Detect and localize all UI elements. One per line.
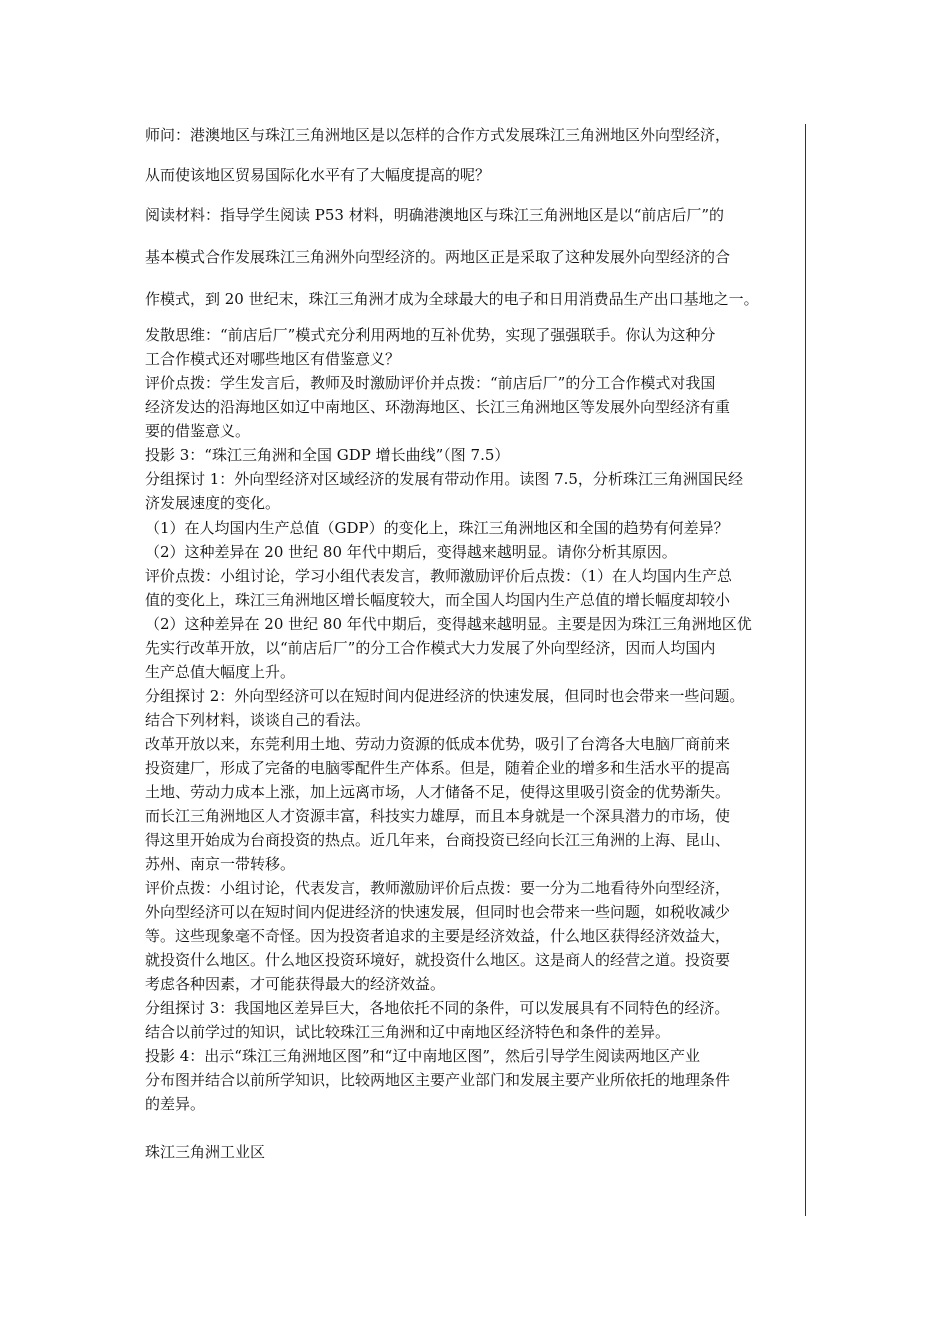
- text-line: 分组探讨 1：外向型经济对区域经济的发展有带动作用。读图 7.5，分析珠江三角洲国民经: [145, 470, 743, 488]
- text-line: 的差异。: [145, 1095, 206, 1113]
- text-line: 基本模式合作发展珠江三角洲外向型经济的。两地区正是采取了这种发展外向型经济的合: [145, 248, 731, 266]
- text-line: 改革开放以来，东莞利用土地、劳动力资源的低成本优势，吸引了台湾各大电脑厂商前来: [145, 735, 731, 753]
- text-line: 先实行改革开放，以“前店后厂”的分工合作模式大力发展了外向型经济，因而人均国内: [145, 639, 716, 657]
- text-line: 值的变化上，珠江三角洲地区增长幅度较大，而全国人均国内生产总值的增长幅度却较小: [145, 591, 731, 609]
- table-right-border: [805, 124, 806, 1216]
- text-line: 要的借鉴意义。: [145, 422, 251, 440]
- text-line: 外向型经济可以在短时间内促进经济的快速发展，但同时也会带来一些问题，如税收减少: [145, 903, 731, 921]
- text-line: 投影 3：“珠江三角洲和全国 GDP 增长曲线”（图 7.5）: [145, 446, 510, 464]
- text-line: 投影 4：出示“珠江三角洲地区图”和“辽中南地区图”，然后引导学生阅读两地区产业: [145, 1047, 700, 1065]
- text-line: （2）这种差异在 20 世纪 80 年代中期后，变得越来越明显。请你分析其原因。: [145, 543, 677, 561]
- text-line: 师问：港澳地区与珠江三角洲地区是以怎样的合作方式发展珠江三角洲地区外向型经济，: [145, 126, 731, 144]
- text-line: 结合以前学过的知识，试比较珠江三角洲和辽中南地区经济特色和条件的差异。: [145, 1023, 671, 1041]
- text-line: 苏州、南京一带转移。: [145, 855, 296, 873]
- text-line: 就投资什么地区。什么地区投资环境好，就投资什么地区。这是商人的经营之道。投资要: [145, 951, 731, 969]
- text-line: 济发展速度的变化。: [145, 494, 281, 512]
- text-line: 结合下列材料，谈谈自己的看法。: [145, 711, 371, 729]
- text-line: 经济发达的沿海地区如辽中南地区、环渤海地区、长江三角洲地区等发展外向型经济有重: [145, 398, 731, 416]
- text-line: 而长江三角洲地区人才资源丰富，科技实力雄厚，而且本身就是一个深具潜力的市场，使: [145, 807, 731, 825]
- text-line: （2）这种差异在 20 世纪 80 年代中期后，变得越来越明显。主要是因为珠江三角洲地区优: [145, 615, 752, 633]
- text-line: （1）在人均国内生产总值（GDP）的变化上，珠江三角洲地区和全国的趋势有何差异？: [145, 519, 729, 537]
- text-line: 分组探讨 2：外向型经济可以在短时间内促进经济的快速发展，但同时也会带来一些问题。: [145, 687, 745, 705]
- text-line: 土地、劳动力成本上涨，加上远离市场，人才储备不足，使得这里吸引资金的优势渐失。: [145, 783, 731, 801]
- text-line: 得这里开始成为台商投资的热点。近几年来，台商投资已经向长江三角洲的上海、昆山、: [145, 831, 731, 849]
- text-line: 生产总值大幅度上升。: [145, 663, 296, 681]
- text-line: 珠江三角洲工业区: [145, 1143, 266, 1161]
- text-line: 发散思维：“前店后厂”模式充分利用两地的互补优势，实现了强强联手。你认为这种分: [145, 326, 716, 344]
- text-line: 评价点拨：小组讨论，代表发言，教师激励评价后点拨：要一分为二地看待外向型经济，: [145, 879, 731, 897]
- text-line: 评价点拨：学生发言后，教师及时激励评价并点拨：“前店后厂”的分工合作模式对我国: [145, 374, 716, 392]
- text-line: 从而使该地区贸易国际化水平有了大幅度提高的呢？: [145, 166, 491, 184]
- text-line: 分布图并结合以前所学知识，比较两地区主要产业部门和发展主要产业所依托的地理条件: [145, 1071, 731, 1089]
- text-line: 考虑各种因素，才可能获得最大的经济效益。: [145, 975, 446, 993]
- text-line: 工合作模式还对哪些地区有借鉴意义？: [145, 350, 401, 368]
- text-line: 等。这些现象毫不奇怪。因为投资者追求的主要是经济效益，什么地区获得经济效益大，: [145, 927, 731, 945]
- text-line: 投资建厂，形成了完备的电脑零配件生产体系。但是，随着企业的增多和生活水平的提高: [145, 759, 731, 777]
- text-line: 阅读材料：指导学生阅读 P53 材料，明确港澳地区与珠江三角洲地区是以“前店后厂”的: [145, 206, 725, 224]
- text-line: 作模式，到 20 世纪末，珠江三角洲才成为全球最大的电子和日用消费品生产出口基地之一。: [145, 290, 759, 308]
- text-line: 分组探讨 3：我国地区差异巨大，各地依托不同的条件，可以发展具有不同特色的经济。: [145, 999, 730, 1017]
- text-line: 评价点拨：小组讨论，学习小组代表发言，教师激励评价后点拨：（1）在人均国内生产总: [145, 567, 733, 585]
